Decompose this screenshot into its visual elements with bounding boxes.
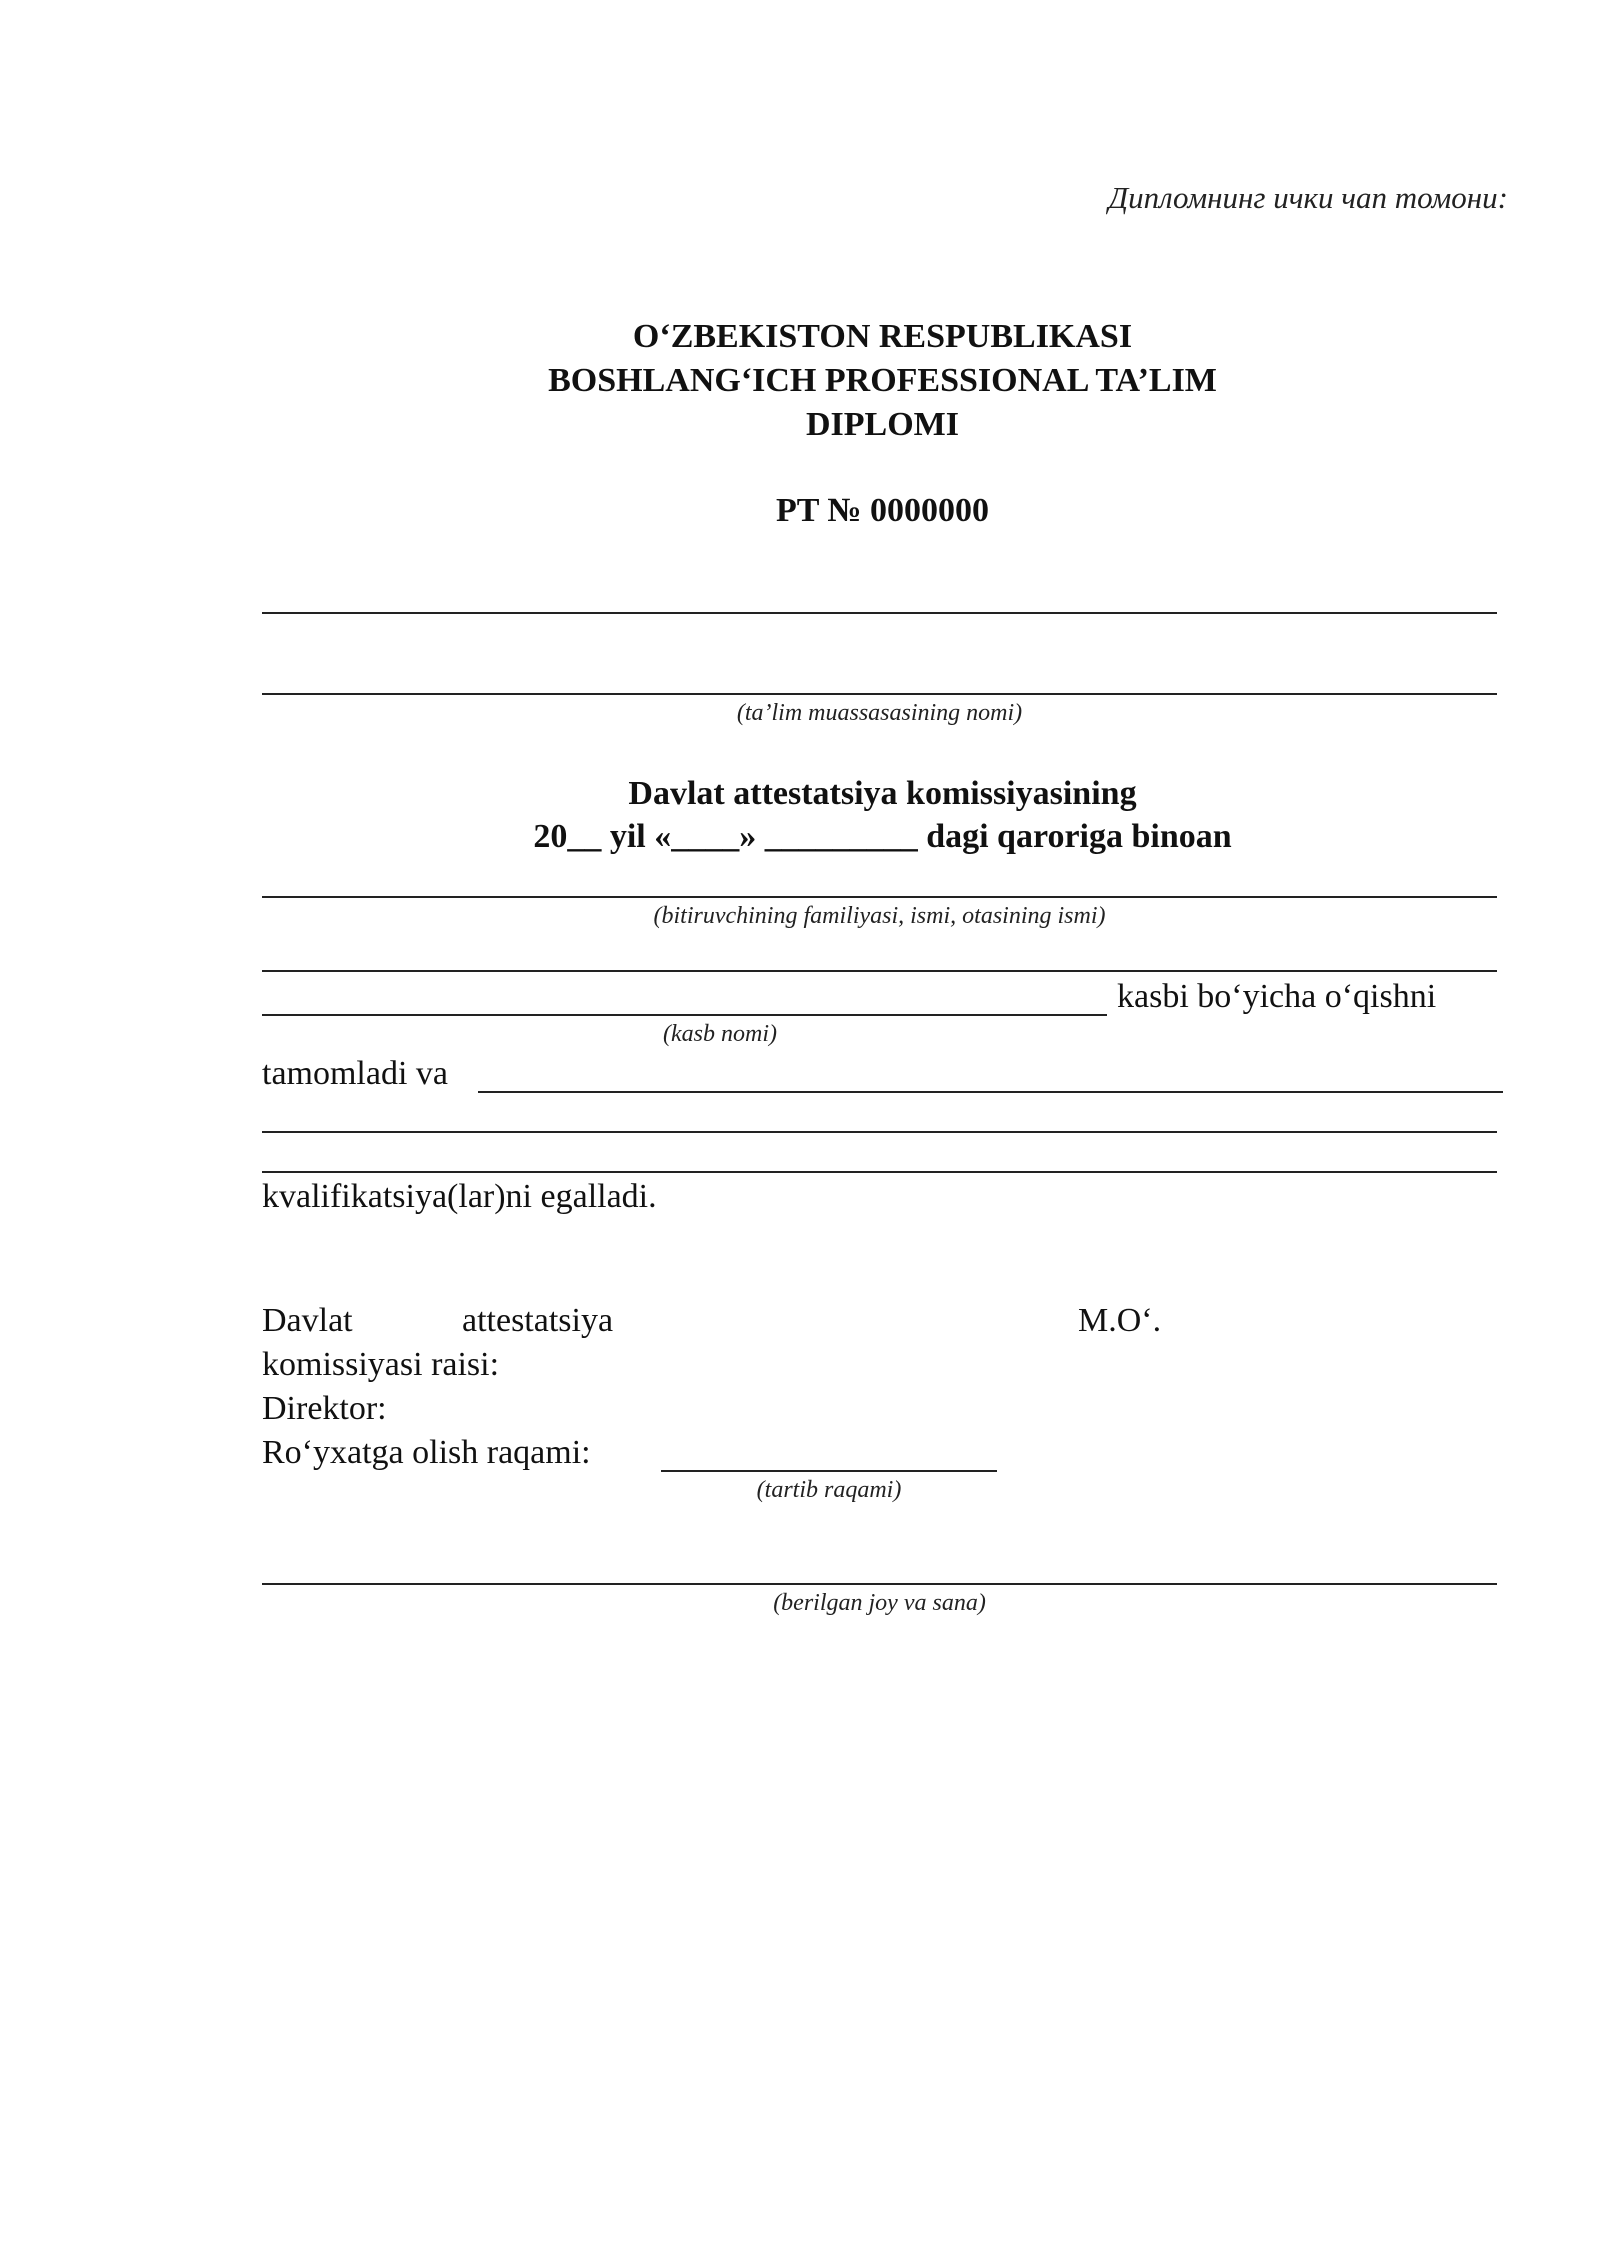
chair-label-word-2: attestatsiya	[462, 1302, 614, 1339]
qualification-line-1	[478, 1091, 1503, 1093]
registration-number-line	[661, 1470, 997, 1472]
chair-label-word-1: Davlat	[262, 1302, 353, 1339]
institution-name-line-2	[262, 693, 1497, 695]
completion-label: tamomladi va	[262, 1055, 449, 1092]
seal-mark: M.O‘.	[1078, 1302, 1162, 1339]
director-label: Direktor:	[262, 1390, 387, 1427]
place-date-caption: (berilgan joy va sana)	[773, 1590, 986, 1616]
profession-suffix: kasbi bo‘yicha o‘qishni	[1117, 978, 1437, 1015]
institution-name-line-1	[262, 612, 1497, 614]
institution-name-caption: (ta’lim muassasasining nomi)	[736, 700, 1023, 726]
graduate-name-caption: (bitiruvchining familiyasi, ismi, otasining ismi)	[653, 903, 1106, 929]
place-date-line	[262, 1583, 1497, 1585]
profession-line-2	[262, 1014, 1107, 1016]
title-line-diploma: DIPLOMI	[806, 406, 959, 443]
serial-number: PT № 0000000	[776, 492, 989, 529]
chair-label-line-2: komissiyasi raisi:	[262, 1346, 500, 1383]
graduate-name-line	[262, 896, 1497, 898]
profession-line-1	[262, 970, 1497, 972]
title-line-education: BOSHLANG‘ICH PROFESSIONAL TA’LIM	[548, 362, 1217, 399]
registration-label: Ro‘yxatga olish raqami:	[262, 1434, 591, 1471]
decision-line-2: 20__ yil «____» _________ dagi qaroriga binoan	[533, 818, 1232, 855]
profession-caption: (kasb nomi)	[663, 1021, 777, 1047]
corner-note: Дипломнинг ички чап томони:	[1108, 180, 1508, 215]
qualification-line-2	[262, 1131, 1497, 1133]
qualification-line-3	[262, 1171, 1497, 1173]
decision-line-1: Davlat attestatsiya komissiyasining	[628, 775, 1137, 812]
registration-number-caption: (tartib raqami)	[756, 1477, 902, 1503]
title-line-republic: O‘ZBEKISTON RESPUBLIKASI	[632, 318, 1133, 355]
qualification-text: kvalifikatsiya(lar)ni egalladi.	[262, 1178, 657, 1215]
